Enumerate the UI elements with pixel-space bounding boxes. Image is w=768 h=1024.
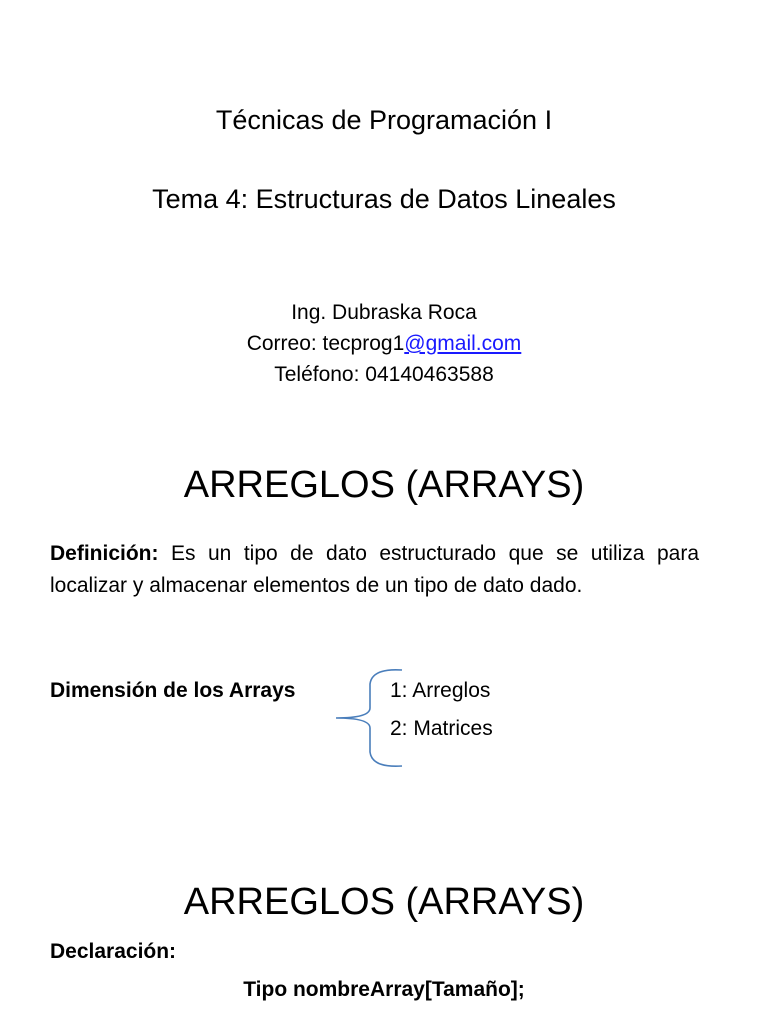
email-link[interactable]: @gmail.com bbox=[404, 332, 522, 355]
contact-block bbox=[0, 297, 768, 390]
dimension-item-arreglos: 1: Arreglos bbox=[390, 679, 491, 702]
instructor-name: Ing. Dubraska Roca bbox=[291, 301, 477, 324]
section-heading-arrays: ARREGLOS (ARRAYS) bbox=[183, 464, 585, 506]
dimension-item-matrices: 2: Matrices bbox=[390, 717, 493, 740]
declaration-label: Declaración: bbox=[50, 940, 177, 963]
dimension-label: Dimensión de los Arrays bbox=[50, 679, 296, 702]
course-title: Técnicas de Programación I bbox=[215, 105, 553, 135]
topic-title: Tema 4: Estructuras de Datos Lineales bbox=[152, 184, 616, 214]
email-prefix: Correo: tecprog1 bbox=[246, 332, 405, 355]
section-heading-arrays-2: ARREGLOS (ARRAYS) bbox=[183, 881, 585, 923]
definition-label: Definición: bbox=[50, 542, 159, 565]
declaration-syntax: Tipo nombreArray[Tamaño]; bbox=[243, 978, 525, 1001]
definition-paragraph bbox=[50, 538, 699, 602]
phone-line: Teléfono: 04140463588 bbox=[274, 363, 494, 386]
email-line bbox=[0, 328, 768, 359]
definition-text: Es un tipo de dato estructurado que se utiliza para localizar y almacenar elementos de un tipo de dato dado. bbox=[50, 542, 699, 597]
